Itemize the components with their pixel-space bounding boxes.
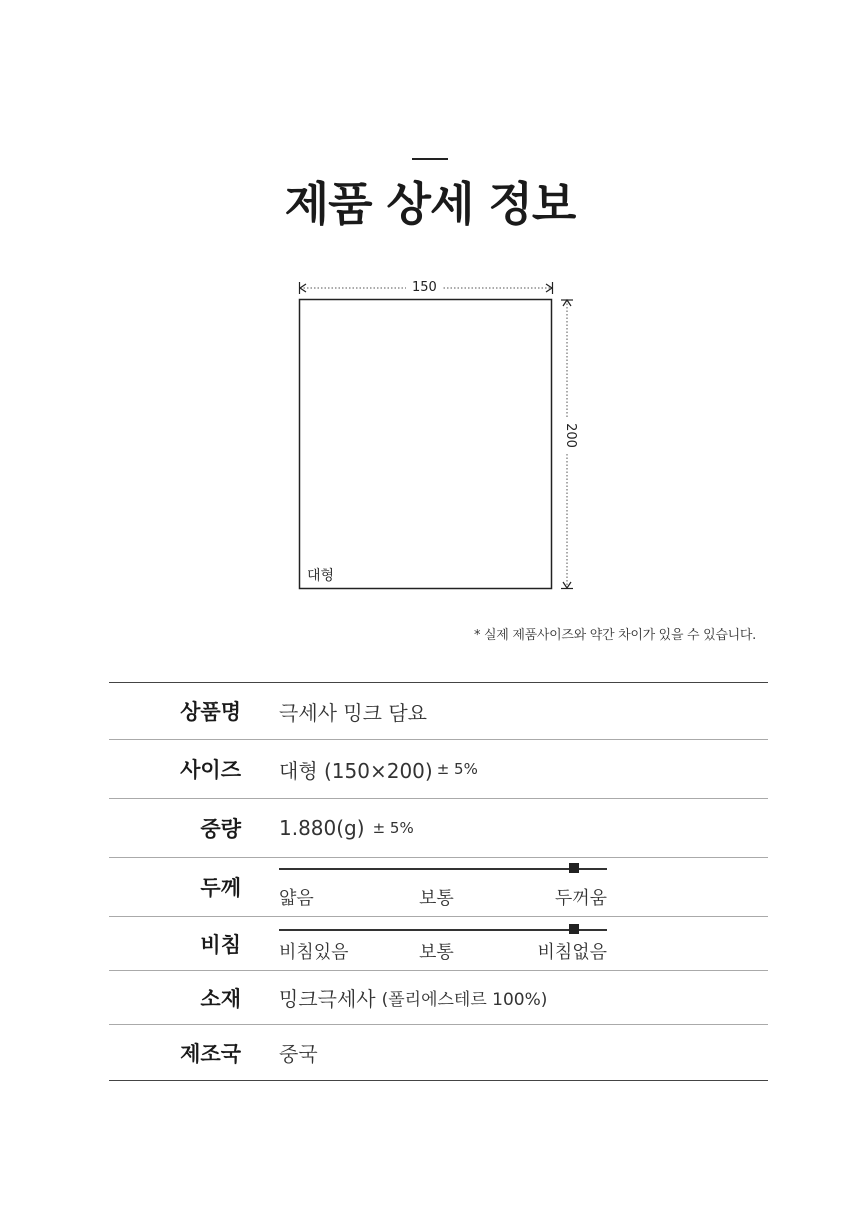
weight-value: 1.880(g) [279,816,365,840]
spec-row-size [109,740,768,799]
spec-label: 상품명 [180,700,241,724]
size-disclaimer: * 실제 제품사이즈와 약간 차이가 있을 수 있습니다. [473,628,756,643]
size-tolerance: ± 5% [436,760,478,778]
scale-option-opaque: 비침없음 [537,942,607,963]
scale-option-medium: 보통 [419,888,454,909]
spec-value: 극세사 밍크 담요 [279,700,427,725]
spec-table [109,682,768,1081]
spec-value [279,799,414,857]
material-detail: (폴리에스테르 100%) [381,990,548,1010]
spec-value [279,740,478,798]
size-name-label: 대형 [307,568,335,584]
spec-row-origin [109,1025,768,1080]
see-through-scale [279,917,607,970]
spec-value [279,971,547,1024]
spec-label: 사이즈 [180,758,241,782]
scale-track [279,929,607,931]
width-label: 150 [406,280,443,295]
spec-label: 비침 [200,932,241,957]
spec-row-see-through [109,917,768,971]
thickness-scale [279,858,607,916]
spec-label: 중량 [200,817,241,841]
page-title: 제품 상세 정보 [284,177,576,231]
spec-label: 두께 [200,876,241,900]
blanket-outline [300,300,552,589]
spec-row-weight [109,799,768,858]
height-label: 200 [563,417,578,454]
scale-option-medium: 보통 [419,942,454,963]
weight-tolerance: ± 5% [372,819,414,837]
scale-marker [569,924,579,934]
spec-row-material [109,971,768,1025]
spec-row-thickness [109,858,768,917]
scale-option-thick: 두꺼움 [554,888,607,909]
scale-track [279,868,607,870]
material-value: 밍크극세사 [279,987,376,1011]
spec-label: 제조국 [180,1041,241,1066]
spec-value: 중국 [279,1042,318,1066]
spec-label: 소재 [200,986,241,1011]
scale-option-thin: 얇음 [279,888,314,909]
size-value: 대형 (150×200) [279,758,433,783]
scale-option-see-through: 비침있음 [279,942,349,963]
spec-row-product-name [109,683,768,740]
scale-marker [569,863,579,873]
